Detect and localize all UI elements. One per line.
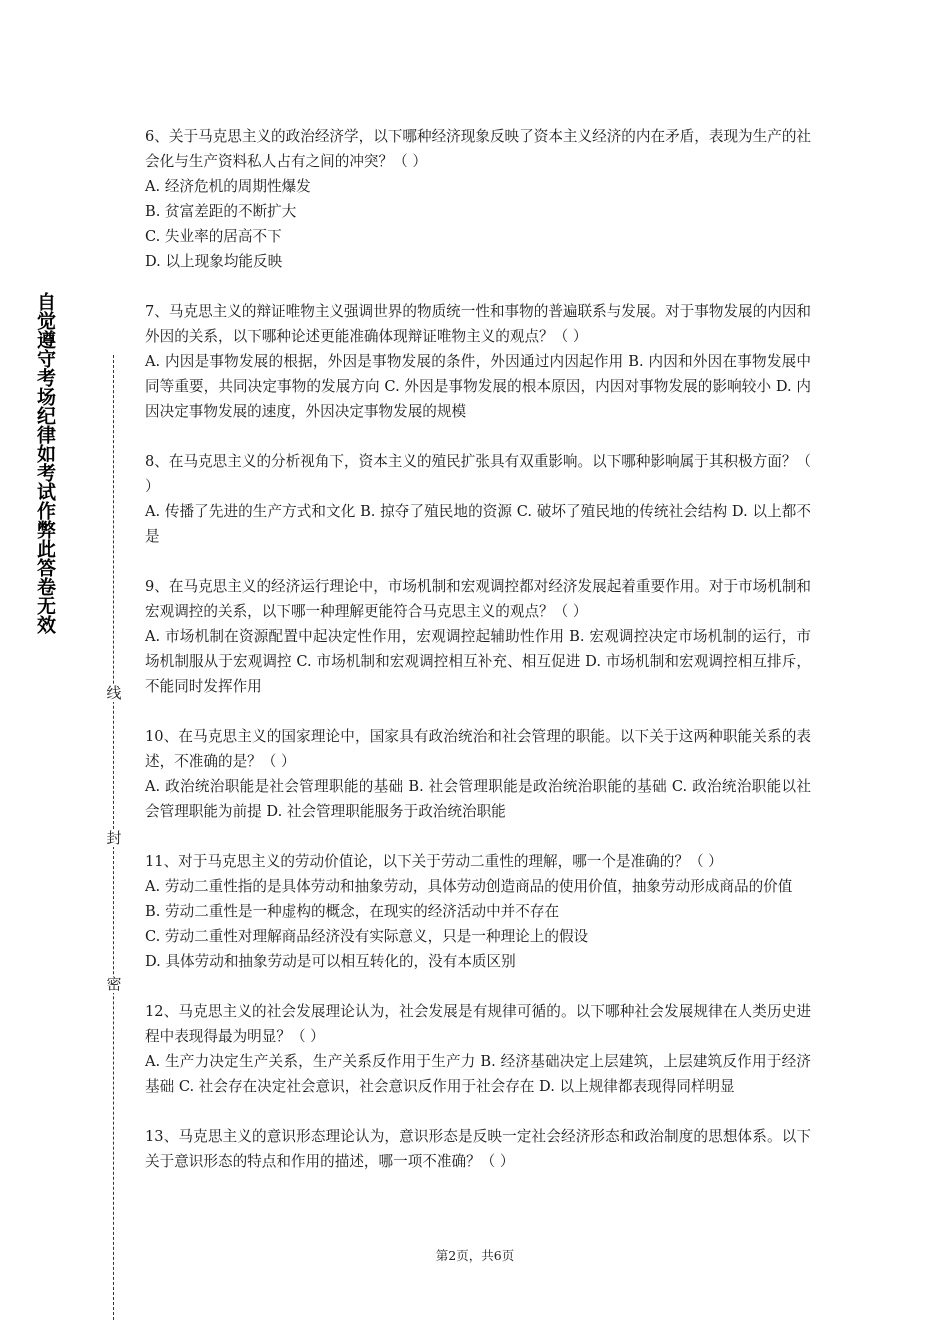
question-6 <box>145 124 811 274</box>
option: A. 经济危机的周期性爆发 <box>145 178 311 195</box>
option: B. 劳动二重性是一种虚构的概念，在现实的经济活动中并不存在 <box>145 903 560 920</box>
page-number: 第2页，共6页 <box>435 1248 515 1263</box>
question-12 <box>145 999 811 1099</box>
option: C. 劳动二重性对理解商品经济没有实际意义，只是一种理论上的假设 <box>145 928 589 945</box>
question-stem: 12、马克思主义的社会发展理论认为，社会发展是有规律可循的。以下哪种社会发展规律在人类历史进程中表现得最为明显？（ ） <box>145 1003 811 1045</box>
question-9 <box>145 574 811 699</box>
question-stem: 11、对于马克思主义的劳动价值论，以下关于劳动二重性的理解，哪一个是准确的？（ ） <box>145 853 723 870</box>
question-stem: 10、在马克思主义的国家理论中，国家具有政治统治和社会管理的职能。以下关于这两种职能关系的表述，不准确的是？（ ） <box>145 728 811 770</box>
question-10 <box>145 724 811 824</box>
option: B. 贫富差距的不断扩大 <box>145 203 297 220</box>
question-stem: 6、关于马克思主义的政治经济学，以下哪种经济现象反映了资本主义经济的内在矛盾，表现为生产的社会化与生产资料私人占有之间的冲突？（ ） <box>145 128 812 170</box>
options-inline: A. 内因是事物发展的根据，外因是事物发展的条件，外因通过内因起作用 B. 内因和外因在事物发展中同等重要，共同决定事物的发展方向 C. 外因是事物发展的根本原因，内因对事物发展的影响较小 D. 内因决定事物发展的速度，外因决定事物发展的规模 <box>145 353 811 420</box>
question-stem: 8、在马克思主义的分析视角下，资本主义的殖民扩张具有双重影响。以下哪种影响属于其积极方面？（ ） <box>145 453 812 495</box>
question-stem: 13、马克思主义的意识形态理论认为，意识形态是反映一定社会经济形态和政治制度的思想体系。以下关于意识形态的特点和作用的描述，哪一项不准确？（ ） <box>145 1128 811 1170</box>
question-8 <box>145 449 811 549</box>
seal-mark-secret: 密 <box>104 975 124 993</box>
options-inline: A. 政治统治职能是社会管理职能的基础 B. 社会管理职能是政治统治职能的基础 C. 政治统治职能以社会管理职能为前提 D. 社会管理职能服务于政治统治职能 <box>145 778 811 820</box>
question-stem: 9、在马克思主义的经济运行理论中，市场机制和宏观调控都对经济发展起着重要作用。对于市场机制和宏观调控的关系，以下哪一种理解更能符合马克思主义的观点？（ ） <box>145 578 812 620</box>
question-11 <box>145 849 811 974</box>
options-inline: A. 生产力决定生产关系，生产关系反作用于生产力 B. 经济基础决定上层建筑，上层建筑反作用于经济基础 C. 社会存在决定社会意识，社会意识反作用于社会存在 D. 以上规律都表现得同样明显 <box>145 1053 811 1095</box>
question-stem: 7、马克思主义的辩证唯物主义强调世界的物质统一性和事物的普遍联系与发展。对于事物发展的内因和外因的关系，以下哪种论述更能准确体现辩证唯物主义的观点？（ ） <box>145 303 812 345</box>
question-13 <box>145 1124 811 1174</box>
option: C. 失业率的居高不下 <box>145 228 282 245</box>
option: D. 具体劳动和抽象劳动是可以相互转化的，没有本质区别 <box>145 953 516 970</box>
options-inline: A. 传播了先进的生产方式和文化 B. 掠夺了殖民地的资源 C. 破坏了殖民地的传统社会结构 D. 以上都不是 <box>145 503 811 545</box>
option: A. 劳动二重性指的是具体劳动和抽象劳动，具体劳动创造商品的使用价值，抽象劳动形成商品的价值 <box>145 878 793 895</box>
question-list <box>145 124 811 1199</box>
question-7 <box>145 299 811 424</box>
option: D. 以上现象均能反映 <box>145 253 283 270</box>
seal-mark-line: 线 <box>104 684 124 702</box>
exam-discipline-warning: 自觉遵守考场纪律如考试作弊此答卷无效 <box>34 292 56 634</box>
seal-mark-seal: 封 <box>104 829 124 847</box>
options-inline: A. 市场机制在资源配置中起决定性作用，宏观调控起辅助性作用 B. 宏观调控决定市场机制的运行，市场机制服从于宏观调控 C. 市场机制和宏观调控相互补充、相互促进 D. 市场机制和宏观调控相互排斥，不能同时发挥作用 <box>145 628 811 695</box>
